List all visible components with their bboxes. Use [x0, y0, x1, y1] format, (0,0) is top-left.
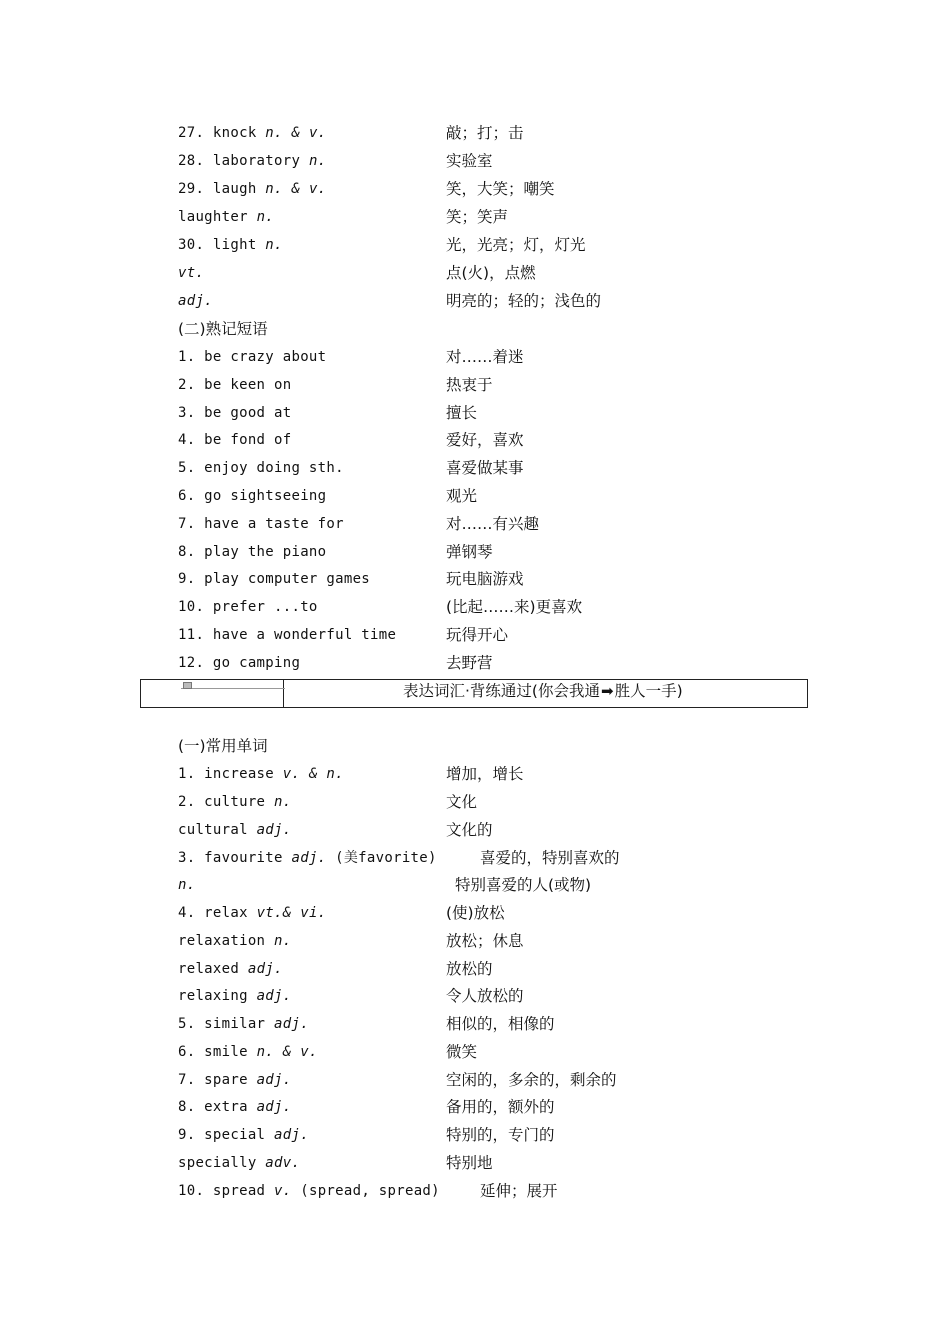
vocab-meaning: 实验室	[446, 152, 493, 170]
vocab-row	[0, 956, 950, 982]
vocab-word: 1. increase v. & n.	[178, 766, 344, 782]
vocab-row	[0, 928, 950, 954]
vocab-meaning: 放松的	[446, 960, 493, 978]
vocab-meaning: 令人放松的	[446, 987, 524, 1005]
vocab-meaning: 微笑	[446, 1043, 478, 1061]
vocab-word: 8. extra adj.	[178, 1099, 292, 1115]
vocab-meaning: 增加，增长	[446, 765, 524, 783]
vocab-row	[0, 817, 950, 843]
phrase-cn: (比起……来)更喜欢	[446, 598, 583, 616]
vocab-meaning: 笑，大笑；嘲笑	[446, 180, 555, 198]
vocab-word: 3. favourite adj. (美favorite)	[178, 850, 437, 866]
vocab-meaning: 放松；休息	[446, 932, 524, 950]
phrase-en: 12. go camping	[178, 655, 301, 671]
vocab-meaning: 文化的	[446, 821, 493, 839]
words-heading-row	[0, 733, 950, 759]
vocab-row	[0, 900, 950, 926]
phrase-row	[0, 511, 950, 537]
phrase-en: 3. be good at	[178, 405, 292, 421]
vocab-word: 9. special adj.	[178, 1127, 309, 1143]
vocab-word: cultural adj.	[178, 822, 292, 838]
vocab-row	[0, 872, 950, 898]
vocab-word: 7. spare adj.	[178, 1072, 292, 1088]
phrase-row	[0, 400, 950, 426]
vocab-row	[0, 120, 950, 146]
phrase-row	[0, 427, 950, 453]
phrase-en: 6. go sightseeing	[178, 488, 327, 504]
vocab-word: 2. culture n.	[178, 794, 292, 810]
phrase-row	[0, 622, 950, 648]
phrase-row	[0, 344, 950, 370]
vocab-word: 6. smile n. & v.	[178, 1044, 318, 1060]
vocab-row	[0, 204, 950, 230]
phrase-cn: 弹钢琴	[446, 543, 493, 561]
vocab-word: vt.	[178, 265, 205, 281]
phrases-heading-row	[0, 316, 950, 342]
phrase-en: 9. play computer games	[178, 571, 371, 587]
phrase-en: 11. have a wonderful time	[178, 627, 397, 643]
vocab-word: 27. knock n. & v.	[178, 125, 327, 141]
vocab-row	[0, 1150, 950, 1176]
section-banner	[140, 679, 808, 708]
vocab-word: 4. relax vt.& vi.	[178, 905, 327, 921]
banner-image-icon	[181, 682, 285, 689]
phrase-cn: 对……着迷	[446, 348, 524, 366]
phrase-cn: 玩电脑游戏	[446, 570, 524, 588]
phrase-cn: 擅长	[446, 404, 478, 422]
vocab-word: relaxing adj.	[178, 988, 292, 1004]
phrase-row	[0, 594, 950, 620]
phrase-row	[0, 483, 950, 509]
phrase-cn: 喜爱做某事	[446, 459, 524, 477]
vocab-row	[0, 983, 950, 1009]
vocab-row	[0, 1067, 950, 1093]
vocab-row	[0, 1011, 950, 1037]
phrase-en: 2. be keen on	[178, 377, 292, 393]
vocab-meaning: 特别地	[446, 1154, 493, 1172]
vocab-meaning: 延伸；展开	[480, 1182, 558, 1200]
vocab-row	[0, 761, 950, 787]
phrase-en: 7. have a taste for	[178, 516, 344, 532]
vocab-meaning: 特别的，专门的	[446, 1126, 555, 1144]
vocab-meaning: 备用的，额外的	[446, 1098, 555, 1116]
vocab-row	[0, 232, 950, 258]
vocab-row	[0, 260, 950, 286]
vocab-meaning: 明亮的；轻的；浅色的	[446, 292, 602, 310]
phrase-en: 4. be fond of	[178, 432, 292, 448]
vocab-row	[0, 1039, 950, 1065]
phrase-en: 10. prefer ...to	[178, 599, 318, 615]
vocab-meaning: 光，光亮；灯，灯光	[446, 236, 586, 254]
banner-left-cell	[141, 680, 284, 707]
phrase-cn: 对……有兴趣	[446, 515, 540, 533]
vocab-meaning: (使)放松	[446, 904, 505, 922]
vocab-word: 29. laugh n. & v.	[178, 181, 327, 197]
phrase-cn: 爱好，喜欢	[446, 431, 524, 449]
arrow-right-icon: ➡	[600, 682, 614, 700]
vocab-row	[0, 148, 950, 174]
vocab-row	[0, 1178, 950, 1204]
vocab-word: relaxation n.	[178, 933, 292, 949]
vocab-word: specially adv.	[178, 1155, 301, 1171]
vocab-word: adj.	[178, 293, 213, 309]
vocab-word: 28. laboratory n.	[178, 153, 327, 169]
phrase-cn: 热衷于	[446, 376, 493, 394]
vocab-row	[0, 1122, 950, 1148]
words-heading: (一)常用单词	[178, 737, 268, 755]
vocab-row	[0, 789, 950, 815]
phrase-en: 5. enjoy doing sth.	[178, 460, 344, 476]
vocab-row	[0, 845, 950, 871]
vocab-word: 10. spread v. (spread, spread)	[178, 1183, 440, 1199]
phrase-row	[0, 372, 950, 398]
vocab-word: 30. light n.	[178, 237, 283, 253]
phrase-en: 1. be crazy about	[178, 349, 327, 365]
phrase-row	[0, 566, 950, 592]
phrase-row	[0, 650, 950, 676]
phrase-cn: 观光	[446, 487, 478, 505]
vocab-meaning: 相似的，相像的	[446, 1015, 555, 1033]
phrase-en: 8. play the piano	[178, 544, 327, 560]
vocab-word: 5. similar adj.	[178, 1016, 309, 1032]
phrase-row	[0, 539, 950, 565]
phrase-cn: 玩得开心	[446, 626, 509, 644]
vocab-meaning: 特别喜爱的人(或物)	[455, 876, 592, 894]
vocab-meaning: 空闲的，多余的，剩余的	[446, 1071, 617, 1089]
vocab-word: relaxed adj.	[178, 961, 283, 977]
vocab-word: laughter n.	[178, 209, 275, 225]
phrase-cn: 去野营	[446, 654, 493, 672]
vocab-meaning: 文化	[446, 793, 478, 811]
vocab-meaning: 喜爱的，特别喜欢的	[480, 849, 620, 867]
vocab-meaning: 笑；笑声	[446, 208, 509, 226]
vocab-word: n.	[178, 877, 196, 893]
vocab-meaning: 点(火)，点燃	[446, 264, 536, 282]
banner-title: 表达词汇·背练通过(你会我通➡胜人一手)	[403, 682, 683, 700]
vocab-meaning: 敲；打；击	[446, 124, 524, 142]
phrases-heading: (二)熟记短语	[178, 320, 268, 338]
vocab-row	[0, 288, 950, 314]
phrase-row	[0, 455, 950, 481]
vocab-row	[0, 1094, 950, 1120]
vocab-row	[0, 176, 950, 202]
